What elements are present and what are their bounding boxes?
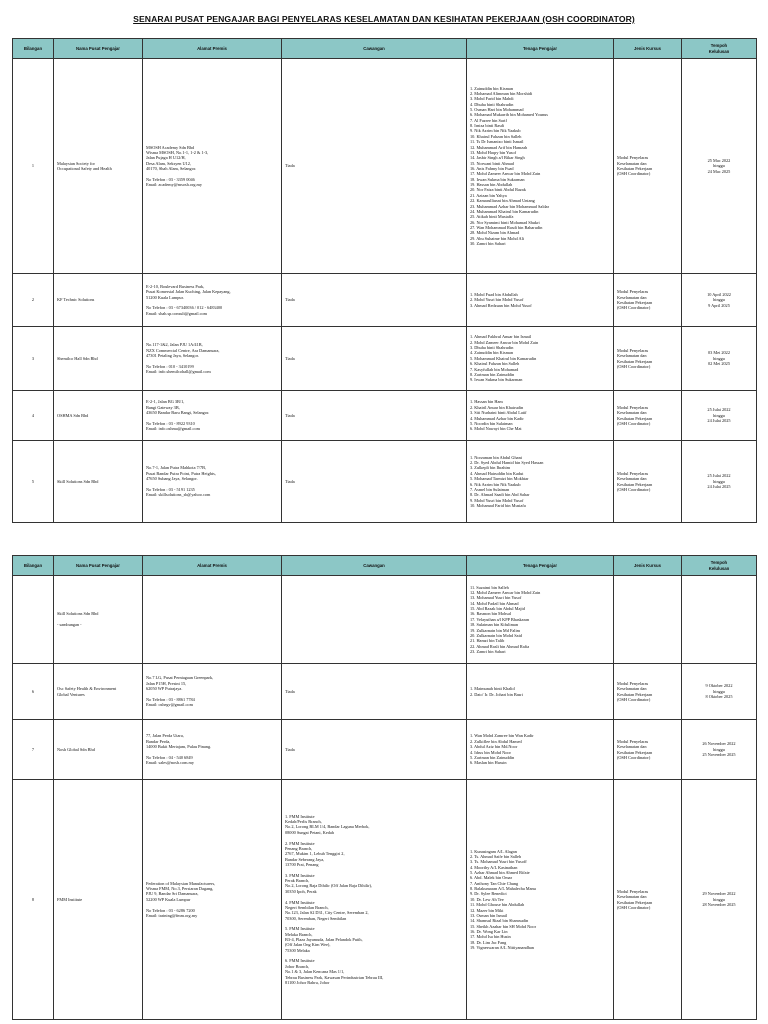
header-alamat: Alamat Premis [143, 556, 282, 576]
table-header-row [13, 556, 757, 576]
approval-period: 26 November 2022 hingga 25 November 2025 [682, 720, 757, 780]
row-number: 6 [13, 664, 54, 720]
center-name: Malaysian Society for Occupational Safety and Health [54, 59, 143, 274]
center-address: Federation of Malaysian Manufacturers, Wisma FMM, No.3, Persiaran Dagang, PJU 9, Bandar Sri Damansara, 52200 WP Kuala Lumpur No Telefon : 03 - 6286 7200 Email: training@fmm.org.my [143, 780, 282, 1020]
center-name: OSHMA Sdn Bhd [54, 391, 143, 441]
center-branch: Tiada [282, 59, 467, 274]
course-type: Modul Penyelaras Keselamatan dan Kesihatan Pekerjaan (OSH Coordinator) [614, 274, 682, 327]
course-type: Modul Penyelaras Keselamatan dan Kesihatan Pekerjaan (OSH Coordinator) [614, 664, 682, 720]
center-name: Osc Safety Health & Environment Global Ventures [54, 664, 143, 720]
table-row [13, 576, 757, 664]
course-type: Modul Penyelaras Keselamatan dan Kesihatan Pekerjaan (OSH Coordinator) [614, 780, 682, 1020]
center-trainers: 1. Zainuddin bin Kisman 2. Mohamad Alimman bin Morshidi 3. Mohd Farid bin Mahdi 4. Dhuha binti Shahrudin 5. Osman Hari bin Mohammad 6. Mohamad Mukarrib bin Mohamed Younus 7. Al Fazree bin Sarif 8. Irniza binti Rasdi 9. Nik Azrim bin Nik Yaakub 10. Khairul Fahzan bin Salleh 11. Ts Dr Ismanizo binti Ismail 12. Muhammad Arif bin Hamzah 13. Mohd Haqry bin Yusof 14. Jasbir Singh a/l Bikar Singh 15. Norwani binti Ahmad 16. Anis Fahmy bin Fuad 17. Mohd Zameer Anwar bin Mohd Zain 18. Irwan Sukma bin Sukarman 19. Hassan bin Abdullah 20. Nor Faiza binti Abdul Razak 21. Azizan bin Yahya 22. Kamarulliusni bin Ahmad Untang 23. Muhammad Azhar bin Mohammad Saldar 24. Muhammad Khairul bin Kamarudin 25. Atikah binti Mustaffa 26. Nor Syamimi binti Mohamad Shukri 27. Wan Mohammad Rasdi bin Baharudin 28. Mohd Nizam bin Ahmad 29. Abu Suhaime bin Mohd Ali 30. Zamri bin Sahari [467, 59, 614, 274]
center-trainers: 1. Ahmad Fakhrul Anuar bin Ismail 2. Mohd Zameer Anwar bin Mohd Zain 3. Dhuha binti Shahrudin 4. Zainuddin bin Kisman 5. Mohammad Khairul bin Kamarudin 6. Khairul Fahzan bin Salleh 7. Kasyfullah bin Mohamad 8. Zariman bin Zainuddin 9. Irwan Sukma bin Sukarman [467, 327, 614, 391]
approval-period: 29 November 2022 hingga 28 November 2025 [682, 780, 757, 1020]
center-name: KF Technic Solutions [54, 274, 143, 327]
center-branch: Tiada [282, 664, 467, 720]
header-bilangan: Bilangan [13, 39, 54, 59]
center-branch: Tiada [282, 274, 467, 327]
approval-period: 03 Mei 2022 hingga 02 Mei 2025 [682, 327, 757, 391]
center-trainers: 1. Norzaman bin Abdul Ghani 2. Dr. Syed Abdul Hamid bin Syed Hassan 3. Zulkepli bin Ibrahim 4. Ahmad Hairuddin bin Kadut 5. Mohamad Tarmizi bin Mokhtar 6. Nik Azrim bin Nik Yaakub 7. Asmel bin Sulaiman 8. Dr. Ahmad Saadi bin Abd Sahar 9. Mohd Yusri bin Mohd Yusof 10. Mohamad Farid bin Mustafa [467, 441, 614, 523]
header-nama-pusat: Nama Pusat Pengajar [54, 556, 143, 576]
center-branch: Tiada [282, 391, 467, 441]
center-name: Skill Solutions Sdn Bhd [54, 441, 143, 523]
center-trainers: 1. Mohd Fuad bin Abdullah 2. Mohd Yusri bin Mohd Yusof 3. Ahmad Redzuan bin Mohd Yusof [467, 274, 614, 327]
row-number: 3 [13, 327, 54, 391]
course-type: Modul Penyelaras Keselamatan dan Kesihatan Pekerjaan (OSH Coordinator) [614, 391, 682, 441]
course-type: Modul Penyelaras Keselamatan dan Kesihatan Pekerjaan (OSH Coordinator) [614, 327, 682, 391]
header-alamat: Alamat Premis [143, 39, 282, 59]
approval-period: 25 Julai 2022 hingga 24 Julai 2025 [682, 441, 757, 523]
approval-period: 10 April 2022 hingga 9 April 2025 [682, 274, 757, 327]
approval-period: 25 Mac 2022 hingga 24 Mac 2025 [682, 59, 757, 274]
header-tempoh: Tempoh Kelulusan [682, 556, 757, 576]
center-address: MSOSH Academy Sdn Bhd Wisma MSOSH, No.1-1, 1-2 & 1-3, Jalan Pujaga H U12/H, Desa Alam, Seksyen U12, 40170, Shah Alam, Selangor. No Telefon : 03 - 3359 0046 Email: academy@msosh.org.my [143, 59, 282, 274]
center-trainers: 1. Maimunah binti Khalid 2. Dato' Ir. Dr. Johari bin Basri [467, 664, 614, 720]
row-number: 4 [13, 391, 54, 441]
center-branch [282, 576, 467, 664]
training-centers-table-1 [12, 38, 757, 523]
approval-period: 25 Julai 2022 hingga 24 Julai 2025 [682, 391, 757, 441]
table-row [13, 441, 757, 523]
header-tenaga-pengajar: Tenaga Pengajar [467, 556, 614, 576]
row-number: 7 [13, 720, 54, 780]
approval-period: 9 Oktober 2022 hingga 8 Oktober 2025 [682, 664, 757, 720]
header-nama-pusat: Nama Pusat Pengajar [54, 39, 143, 59]
header-cawangan: Cawangan [282, 39, 467, 59]
center-address: E-2-10, Boulevard Business Park, Pusat Komersial Jalan Kuching, Jalan Kepayang, 51200 Kuala Lumpur. No Telefon : 03 - 67340036 / 012 - 6483400 Email: shah.sp.consult@gmail.com [143, 274, 282, 327]
table-row [13, 327, 757, 391]
center-address: No.117-1&2, Jalan PJU 1A/41B, NZX Commercial Centre, Ara Damansara, 47301 Petaling Jaya, Selangor. No Telefon : 010 - 3410199 Email: info.shemilcohall@gmail.com [143, 327, 282, 391]
center-trainers: 1. Kunasingam A/L Alagan 2. Ts. Ahmad Saife bin Salleh 3. Ts. Mohamad Yusri bin Yusoff 4. Moorthy A/L Kasinathan 5. Azhar Ahmad bin Ahmed Rifaie 6. Abd. Malek bin Omar 7. Anthony Tan Chie Chung 8. Balakumaran A/L Mahalecha Manu 9. Dr. Sylee Benedict 10. Dr. Lew Ah Tee 11. Mohd Ghouse bin Abdullah 12. Mazer bin Miki 13. Osman bin Ismail 14. Shamsul Rizal bin Shamsudin 15. Sheikh Azahar bin SH Mohd Noor 16. Dr. Wong Kar Lin 17. Mohd Isa bin Husin 18. Dr. Lim Jac Fang 19. Vigneswaran A/L Nittiyanandhan [467, 780, 614, 1020]
header-tenaga-pengajar: Tenaga Pengajar [467, 39, 614, 59]
center-trainers: 1. Hassan bin Ham 2. Khairil Anuar bin Khairudin 3. Siti Nurhaini binti Abdul Latif 4. Muhammad Azhar bin Kadir 5. Noordin bin Sulaiman 6. Mohd Nawayi bin Che Mat [467, 391, 614, 441]
training-centers-table-2 [12, 555, 757, 1020]
row-number: 8 [13, 780, 54, 1020]
center-branch: 1. FMM Institute Kedah/Perlis Branch, No.2, Lorong BLM 1/4, Bandar Laguna Merbok, 08000 Sungai Petani, Kedah 2. FMM Institute Penang Branch, 2767, Mukim 1, Lebuh Tenggiri 2, Bandar Seberang Jaya, 13700 Prai, Penang 3. FMM Institute Perak Branch, No.2, Lorong Raja Dihilir (Off Jalan Raja Dihilir), 30350 Ipoh, Perak 4. FMM Institute Negeri Sembilan Branch, No.123, Jalan S2 D31, City Centre, Seremban 2, 70300, Seremban, Negeri Sembilan 5. FMM Institute Melaka Branch, B3-4, Plaza Jayamuda, Jalan Pelandok Putih, (Off Jalan Ong Kim Wee), 75300 Melaka 6. FMM Institute Johor Branch, No.1 & 3, Jalan Kencana Mas 1/1, Tebrau Business Park, Kawasan Perindustrian Tebrau III, 81100 Johor Bahru, Johor [282, 780, 467, 1020]
table-header-row [13, 39, 757, 59]
page-title: SENARAI PUSAT PENGAJAR BAGI PENYELARAS KESELAMATAN DAN KESIHATAN PEKERJAAN (OSH COORDINATOR) [133, 14, 635, 24]
table-row [13, 780, 757, 1020]
header-cawangan: Cawangan [282, 556, 467, 576]
table-row [13, 664, 757, 720]
row-number: 1 [13, 59, 54, 274]
center-address: 77, Jalan Perda Utara, Bandar Perda, 14000 Bukit Mertajam, Pulau Pinang. No Telefon : 04 - 540 6849 Email: sales@nosh.com.my [143, 720, 282, 780]
table-row [13, 274, 757, 327]
center-branch: Tiada [282, 720, 467, 780]
table-row [13, 59, 757, 274]
header-bilangan: Bilangan [13, 556, 54, 576]
row-number: 2 [13, 274, 54, 327]
center-branch: Tiada [282, 441, 467, 523]
course-type: Modul Penyelaras Keselamatan dan Kesihatan Pekerjaan (OSH Coordinator) [614, 720, 682, 780]
center-trainers: 1. Wan Mohd Zamree bin Wan Kadir 2. Zulkiflee bin Abdul Hamed 3. Abdul Aziz bin Md.Noor 4. Idrus bin Mohd Noor 5. Zariman bin Zainuddin 6. Maslan bin Hussin [467, 720, 614, 780]
center-branch: Tiada [282, 327, 467, 391]
row-number: 5 [13, 441, 54, 523]
center-address [143, 576, 282, 664]
course-type: Modul Penyelaras Keselamatan dan Kesihatan Pekerjaan (OSH Coordinator) [614, 59, 682, 274]
table-row [13, 720, 757, 780]
course-type: Modul Penyelaras Keselamatan dan Kesihatan Pekerjaan (OSH Coordinator) [614, 441, 682, 523]
center-name: Nosh Global Sdn Bhd [54, 720, 143, 780]
center-address: No.7-1, Jalan Putra Mahkota 7/7B, Pusat Bandar Putra Point, Putra Heights, 47650 Subang Jaya, Selangor. No Telefon : 03 - 5191 1235 Email: skillsolutions_sb@yahoo.com [143, 441, 282, 523]
center-name: FMM Institute [54, 780, 143, 1020]
approval-period [682, 576, 757, 664]
center-trainers: 11. Suzaimi bin Salleh 12. Mohd Zameer Anwar bin Mohd Zain 13. Mohamad Yusri bin Yusof 14. Mohd Fadzil bin Ahmad 15. Abd Razak bin Abdul Majid 16. Rasmon bin Mohsal 17. Velayuthan a/l KPP Bhaskaran 18. Sulaiman bin Kifuliman 19. Zulkarnain bin Md Falim 20. Zulkarnain bin Mohd Said 21. Hamzi bin Talib 22. Ahmad Rasli bin Ahmad Rafia 23. Zamri bin Sahari [467, 576, 614, 664]
center-name: Skill Solutions Sdn Bhd - sambungan - [54, 576, 143, 664]
header-jenis-kursus: Jenis Kursus [614, 556, 682, 576]
center-name: Shemilco Hall Sdn Bhd [54, 327, 143, 391]
row-number [13, 576, 54, 664]
header-tempoh: Tempoh Kelulusan [682, 39, 757, 59]
center-address: E-2-1, Jalan BG 3B/1, Bangi Gateway 3B, 43650 Bandar Baru Bangi, Selangor. No Telefon : 03 - 8922 9310 Email: info.oshma@gmail.com [143, 391, 282, 441]
course-type [614, 576, 682, 664]
center-address: No.7 LG, Pusat Perniagaan Greenpark, Jalan P15H, Presint 15, 62050 WP Putrajaya. No Telefon : 03 - 8861 7784 Email: oshegv@gmail.com [143, 664, 282, 720]
header-jenis-kursus: Jenis Kursus [614, 39, 682, 59]
table-row [13, 391, 757, 441]
